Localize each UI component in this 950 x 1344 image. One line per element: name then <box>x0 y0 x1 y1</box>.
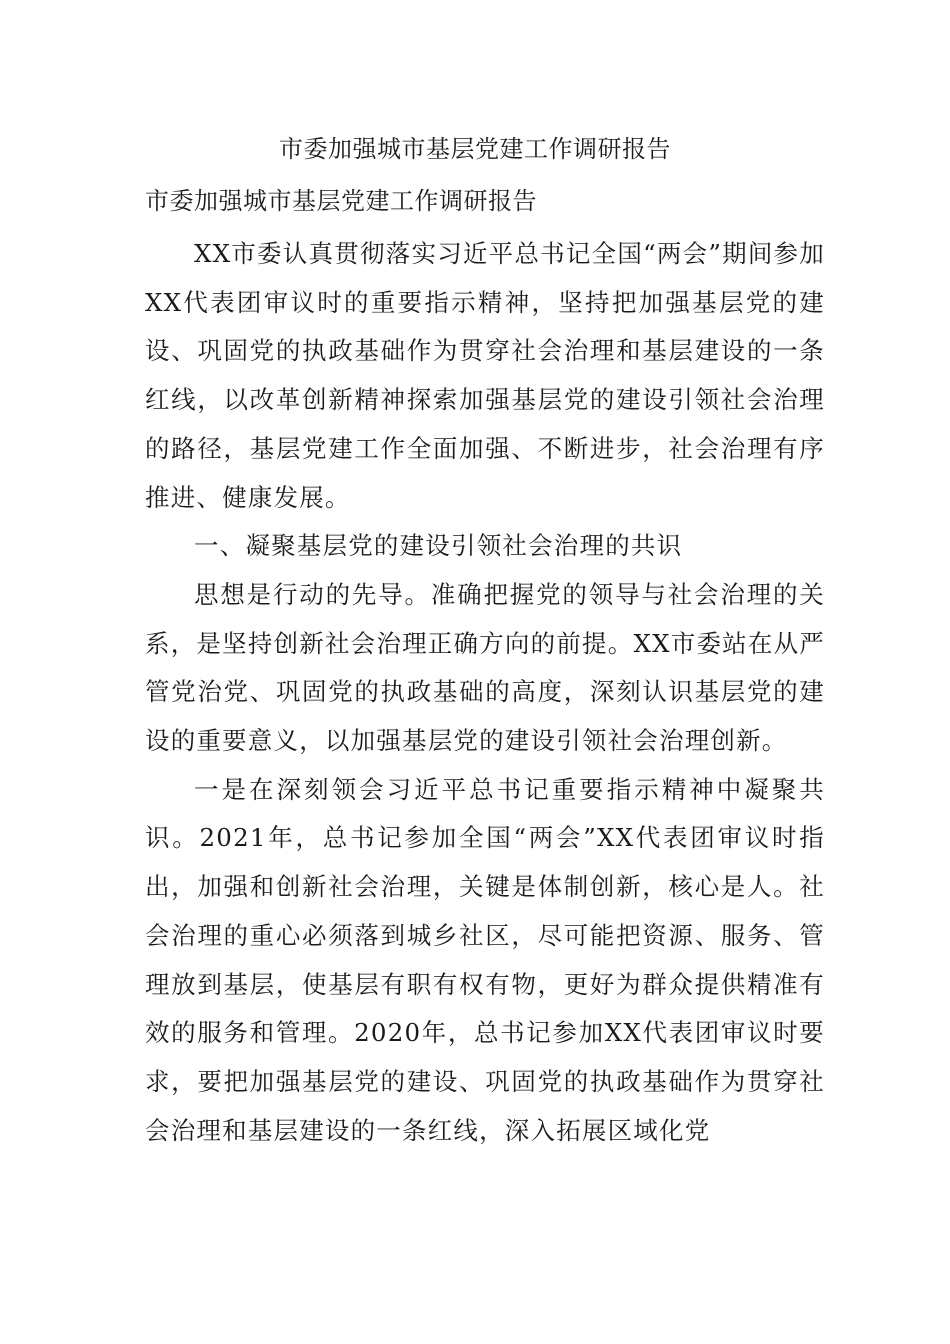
paragraph: 一是在深刻领会习近平总书记重要指示精神中凝聚共识。2021年，总书记参加全国“两会”XX代表团审议时指出，加强和创新社会治理，关键是体制创新，核心是人。社会治理的重心必须落到城乡社区，尽可能把资源、服务、管理放到基层，使基层有职有权有物，更好为群众提供精准有效的服务和管理。2020年，总书记参加XX代表团审议时要求，要把加强基层党的建设、巩固党的执政基础作为贯穿社会治理和基层建设的一条红线，深入拓展区域化党 <box>145 774 825 1145</box>
document-title: 市委加强城市基层党建工作调研报告 <box>279 135 671 163</box>
paragraph: 思想是行动的先导。准确把握党的领导与社会治理的关系，是坚持创新社会治理正确方向的前提。XX市委站在从严管党治党、巩固党的执政基础的高度，深刻认识基层党的建设的重要意义，以加强基层党的建设引领社会治理创新。 <box>145 579 825 756</box>
paragraph-intro: XX市委认真贯彻落实习近平总书记全国“两会”期间参加XX代表团审议时的重要指示精神，坚持把加强基层党的建设、巩固党的执政基础作为贯穿社会治理和基层建设的一条红线，以改革创新精神探索加强基层党的建设引领社会治理的路径，基层党建工作全面加强、不断进步，社会治理有序推进、健康发展。 <box>145 239 825 512</box>
document-subtitle: 市委加强城市基层党建工作调研报告 <box>145 187 537 215</box>
document-body <box>145 230 825 1155</box>
section-heading: 一、凝聚基层党的建设引领社会治理的共识 <box>194 531 683 561</box>
